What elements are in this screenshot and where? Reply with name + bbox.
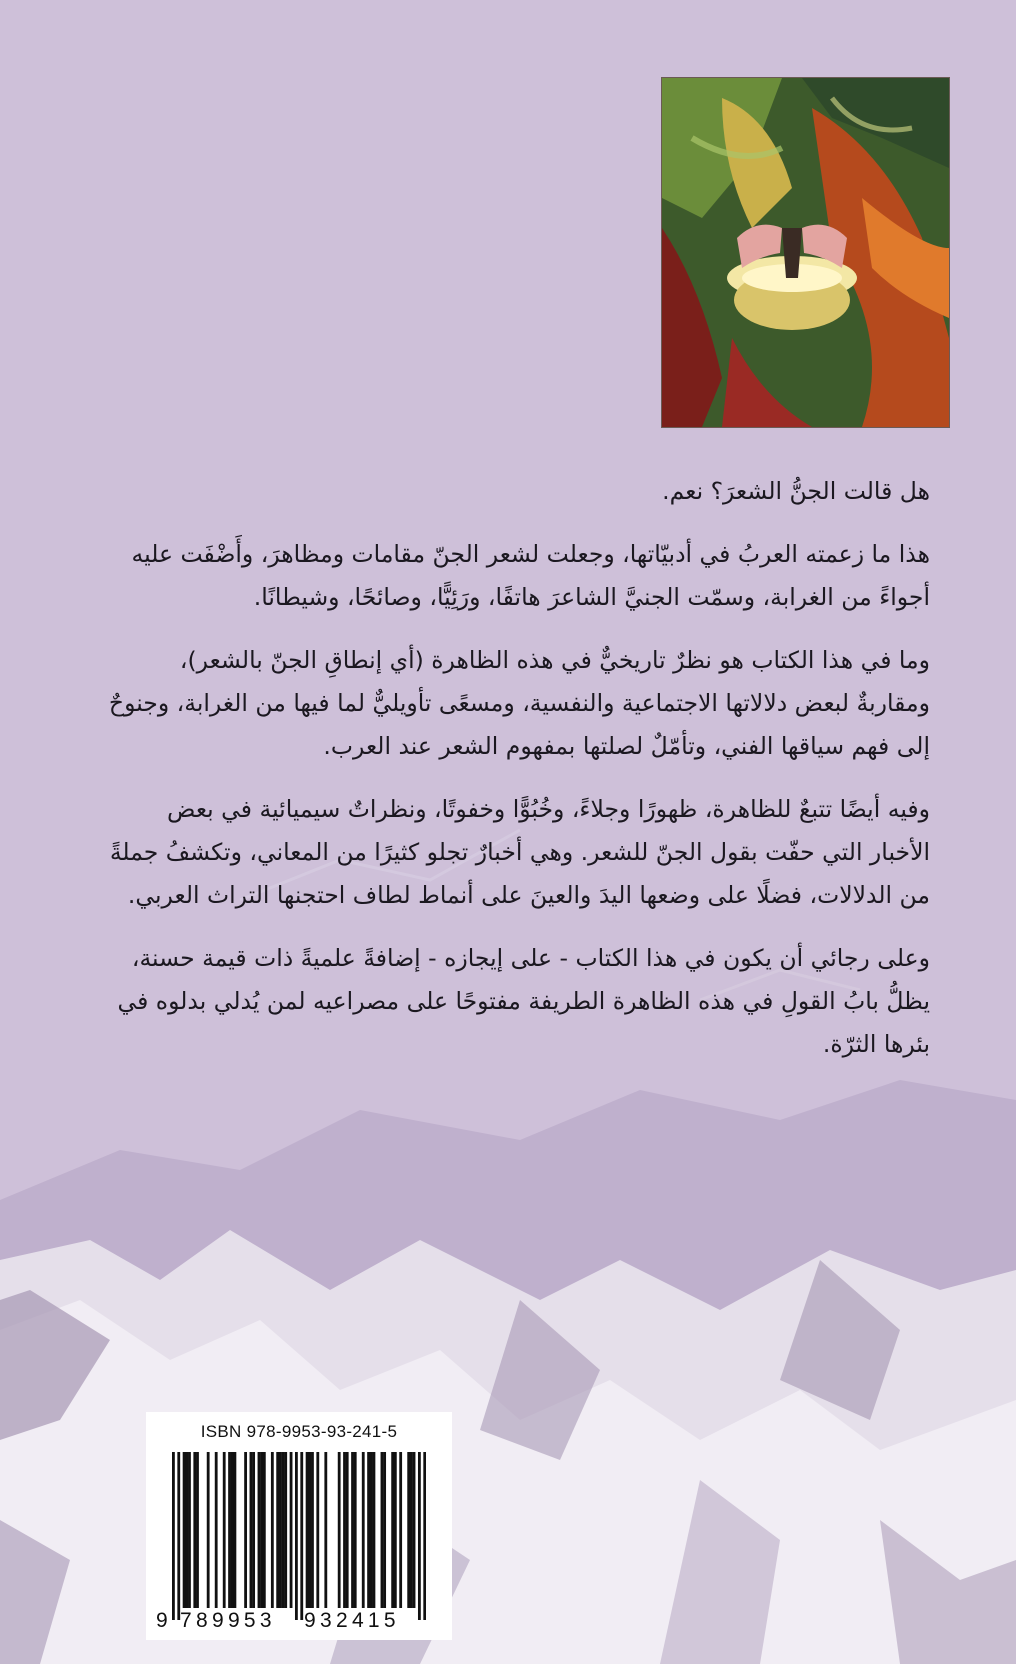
barcode-bar: [324, 1452, 327, 1608]
barcode-bar: [252, 1452, 255, 1608]
barcode-bar: [258, 1452, 261, 1608]
barcode-bar: [276, 1452, 279, 1608]
barcode-bar: [373, 1452, 376, 1608]
barcode-bar: [311, 1452, 314, 1608]
barcode-bar: [394, 1452, 397, 1608]
barcode-bar: [418, 1452, 421, 1620]
barcode-bar: [282, 1452, 285, 1608]
isbn-label: ISBN 978-9953-93-241-5: [200, 1422, 398, 1441]
barcode-bar: [228, 1452, 231, 1608]
barcode-bar: [233, 1452, 236, 1608]
barcode-bar: [346, 1452, 349, 1608]
barcode-bar: [196, 1452, 199, 1608]
barcode-bar: [271, 1452, 274, 1608]
barcode-bar: [308, 1452, 311, 1608]
painting-hands-over-bowl-icon: [662, 78, 949, 427]
barcode-bar: [244, 1452, 247, 1608]
barcode-bar: [399, 1452, 402, 1608]
blurb-paragraph-3: وما في هذا الكتاب هو نظرٌ تاريخيٌّ في هذه الظاهرة (أي إنطاقِ الجنّ بالشعر)، ومقاربةٌ لبعض دلالاتها الاجتماعية والنفسية، ومسعًى تأويليٌّ لما فيها من الغرابة، وجنوحٌ إلى فهم سياقها الفني، وتأمّلٌ لصلتها بمفهوم الشعر عند العرب.: [108, 646, 930, 760]
barcode-bar: [351, 1452, 354, 1608]
barcode-bar: [188, 1452, 191, 1608]
barcode-bar: [362, 1452, 365, 1608]
barcode-bar: [177, 1452, 180, 1620]
barcode-digits-right: 932415: [304, 1609, 400, 1632]
barcode-bar: [383, 1452, 386, 1608]
blurb-paragraph-2: هذا ما زعمته العربُ في أدبيّاتها، وجعلت لشعر الجنّ مقامات ومظاهرَ، وأَضْفَت عليه أجواءً من الغرابة، وسمّت الجنيَّ الشاعرَ هاتفًا، ورَئِيًّا، وصائحًا، وشيطانًا.: [131, 540, 930, 611]
barcode-bar: [185, 1452, 188, 1608]
barcode-digit-lead: 9: [156, 1609, 168, 1632]
barcode-bar: [316, 1452, 319, 1608]
barcode-bar: [295, 1452, 298, 1620]
barcode-bar: [381, 1452, 384, 1608]
barcode-bar: [260, 1452, 263, 1608]
barcode-bar: [231, 1452, 234, 1608]
barcode-bar: [207, 1452, 210, 1608]
barcode-bar: [354, 1452, 357, 1608]
barcode-digits-left: 789953: [180, 1609, 276, 1632]
barcode-bar: [407, 1452, 410, 1608]
barcode-bar: [300, 1452, 303, 1620]
blurb-paragraph-4: وفيه أيضًا تتبعٌ للظاهرة، ظهورًا وجلاءً، وخُبُوًّا وخفوتًا، ونظراتٌ سيميائية في بعض الأخبار التي حفّت بقول الجنّ للشعر. وهي أخبارٌ تجلو كثيرًا من المعاني، وتكشفُ جملةً من الدلالات، فضلًا على وضعها اليدَ والعينَ على أنماط لطاف احتجنها التراث العربي.: [109, 795, 930, 909]
barcode-bar: [215, 1452, 218, 1608]
barcode-bar: [183, 1452, 186, 1608]
barcode-bar: [343, 1452, 346, 1608]
blurb-paragraph-5: وعلى رجائي أن يكون في هذا الكتاب - على إيجازه - إضافةً علميةً ذات قيمة حسنة، يظلُّ بابُ القولِ في هذه الظاهرة الطريفة مفتوحًا على مصراعيه لمن يُدلي بدلوه في بئرها الثرّة.: [117, 944, 930, 1058]
barcode-bar: [263, 1452, 266, 1608]
blurb-paragraph-1: هل قالت الجنُّ الشعرَ؟ نعم.: [662, 477, 930, 505]
barcode-bar: [423, 1452, 426, 1620]
isbn-barcode: [146, 1412, 452, 1640]
barcode-bar: [172, 1452, 175, 1620]
barcode-bar: [338, 1452, 341, 1608]
barcode-bar: [410, 1452, 413, 1608]
barcode-bar: [413, 1452, 416, 1608]
barcode-bar: [290, 1452, 293, 1608]
barcode-bars: [172, 1452, 426, 1620]
barcode-bar: [306, 1452, 309, 1608]
barcode-bar: [279, 1452, 282, 1608]
barcode-bar: [223, 1452, 226, 1608]
back-cover-blurb: [100, 470, 930, 1086]
barcode-bar: [370, 1452, 373, 1608]
cover-painting: [661, 77, 950, 428]
barcode-bar: [367, 1452, 370, 1608]
barcode-digits: [156, 1609, 446, 1633]
barcode-bar: [284, 1452, 287, 1608]
barcode-bar: [391, 1452, 394, 1608]
barcode-bar: [250, 1452, 253, 1608]
barcode-bar: [193, 1452, 196, 1608]
